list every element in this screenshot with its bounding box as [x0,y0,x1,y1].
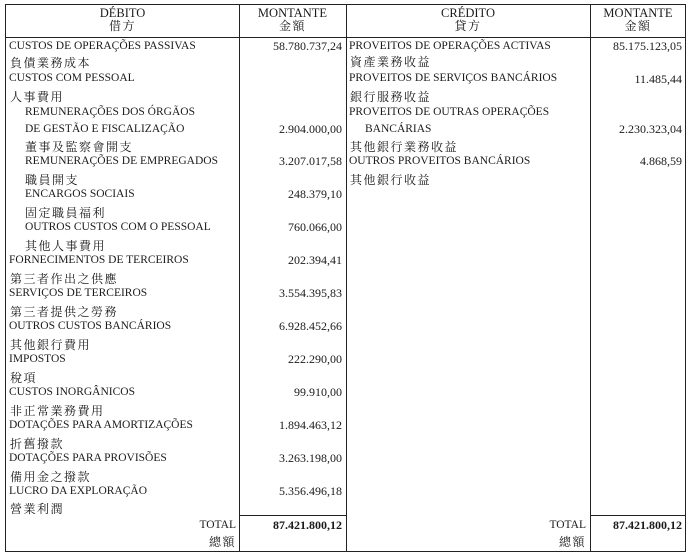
debit-item-label: ENCARGOS SOCIAIS [25,188,135,200]
debit-item-amount: 248.379,10 [288,187,342,201]
debit-item-label: CUSTOS COM PESSOAL [9,72,135,84]
debit-item-amount: 3.554.395,83 [279,286,342,300]
debit-item-label: OUTROS CUSTOS COM O PESSOAL [25,221,211,233]
credit-item-label: PROVEITOS DE SERVIÇOS BANCÁRIOS [349,72,558,84]
debit-total: 87.421.800,12 [273,518,342,532]
debit-item-amount: 99.910,00 [294,385,342,399]
debit-item-label: CUSTOS DE OPERAÇÕES PASSIVAS [9,40,196,52]
debit-item-label: LUCRO DA EXPLORAÇÃO [9,485,148,497]
debit-item-label: DOTAÇÕES PARA PROVISÕES [9,452,167,464]
debit-item-label: REMUNERAÇÕES DOS ÓRGÃOS [25,106,195,118]
debit-item-label: FORNECIMENTOS DE TERCEIROS [9,254,189,266]
debit-item-chinese: 折舊撥款 [10,437,65,451]
debit-item-label: SERVIÇOS DE TERCEIROS [9,287,148,299]
debit-item-chinese: 負債業務成本 [10,56,92,70]
credit-item-chinese: 資產業務收益 [350,55,432,69]
total-rule [239,515,346,516]
debit-item-label-cont: DE GESTÃO E FISCALIZAÇÃO [25,123,185,135]
debit-item-label: CUSTOS INORGÂNICOS [9,386,135,398]
credit-item-chinese: 其他銀行業務收益 [350,140,459,154]
debit-item-amount: 2.904.000,00 [279,122,342,136]
total-label-credit-chinese: 總額 [558,535,586,549]
total-rule [590,515,686,516]
debit-item-amount: 222.290,00 [288,352,342,366]
total-label-credit: TOTAL [549,519,586,531]
debit-item-chinese: 人事費用 [10,90,65,104]
credit-item-amount: 2.230.323,04 [619,122,682,136]
credit-item-chinese: 銀行服務收益 [350,90,432,104]
credit-item-label: PROVEITOS DE OPERAÇÕES ACTIVAS [349,40,551,52]
column-divider [346,5,347,551]
header-amount-credit: MONTANTE 金額 [603,6,673,33]
debit-item-amount: 6.928.452,66 [279,319,342,333]
debit-item-chinese: 備用金之撥款 [10,470,92,484]
debit-item-chinese: 非正常業務費用 [10,404,105,418]
debit-item-amount: 58.780.737,24 [273,39,342,53]
header-rule [6,37,685,38]
debit-item-chinese: 固定職員福利 [25,206,107,220]
debit-item-label: DOTAÇÕES PARA AMORTIZAÇÕES [9,419,193,431]
debit-item-chinese: 董事及監察會開支 [25,140,134,154]
debit-item-chinese: 其他人事費用 [25,239,107,253]
debit-item-chinese: 職員開支 [25,173,80,187]
debit-item-chinese: 營業利潤 [10,502,65,516]
debit-item-chinese: 稅項 [10,371,38,385]
column-divider [239,5,240,551]
column-divider [590,5,591,551]
credit-item-chinese: 其他銀行收益 [350,173,432,187]
credit-item-amount: 11.485,44 [634,72,682,86]
debit-item-label: IMPOSTOS [9,353,66,365]
credit-total: 87.421.800,12 [613,518,682,532]
credit-item-amount: 85.175.123,05 [613,39,682,53]
credit-item-label-cont: BANCÁRIAS [365,123,432,135]
debit-item-amount: 3.207.017,58 [279,154,342,168]
debit-item-chinese: 第三者提供之勞務 [10,305,119,319]
debit-item-amount: 3.263.198,00 [279,451,342,465]
debit-item-label: REMUNERAÇÕES DE EMPREGADOS [25,155,218,167]
debit-item-label: OUTROS CUSTOS BANCÁRIOS [9,320,172,332]
debit-item-amount: 760.066,00 [288,220,342,234]
credit-item-label: PROVEITOS DE OUTRAS OPERAÇÕES [349,106,550,118]
profit-loss-table [5,4,686,552]
debit-item-amount: 5.356.496,18 [279,484,342,498]
debit-item-amount: 202.394,41 [288,253,342,267]
header-credit: CRÉDITO 貸方 [441,6,495,33]
debit-item-amount: 1.894.463,12 [279,418,342,432]
debit-item-chinese: 第三者作出之供應 [10,272,119,286]
credit-item-label: OUTROS PROVEITOS BANCÁRIOS [349,155,531,167]
header-amount-debit: MONTANTE 金額 [257,6,328,33]
total-label-debit: TOTAL [199,519,236,531]
header-debit: DÉBITO 借方 [99,6,146,33]
total-label-debit-chinese: 總額 [208,535,236,549]
credit-item-amount: 4.868,59 [640,154,682,168]
debit-item-chinese: 其他銀行費用 [10,338,92,352]
